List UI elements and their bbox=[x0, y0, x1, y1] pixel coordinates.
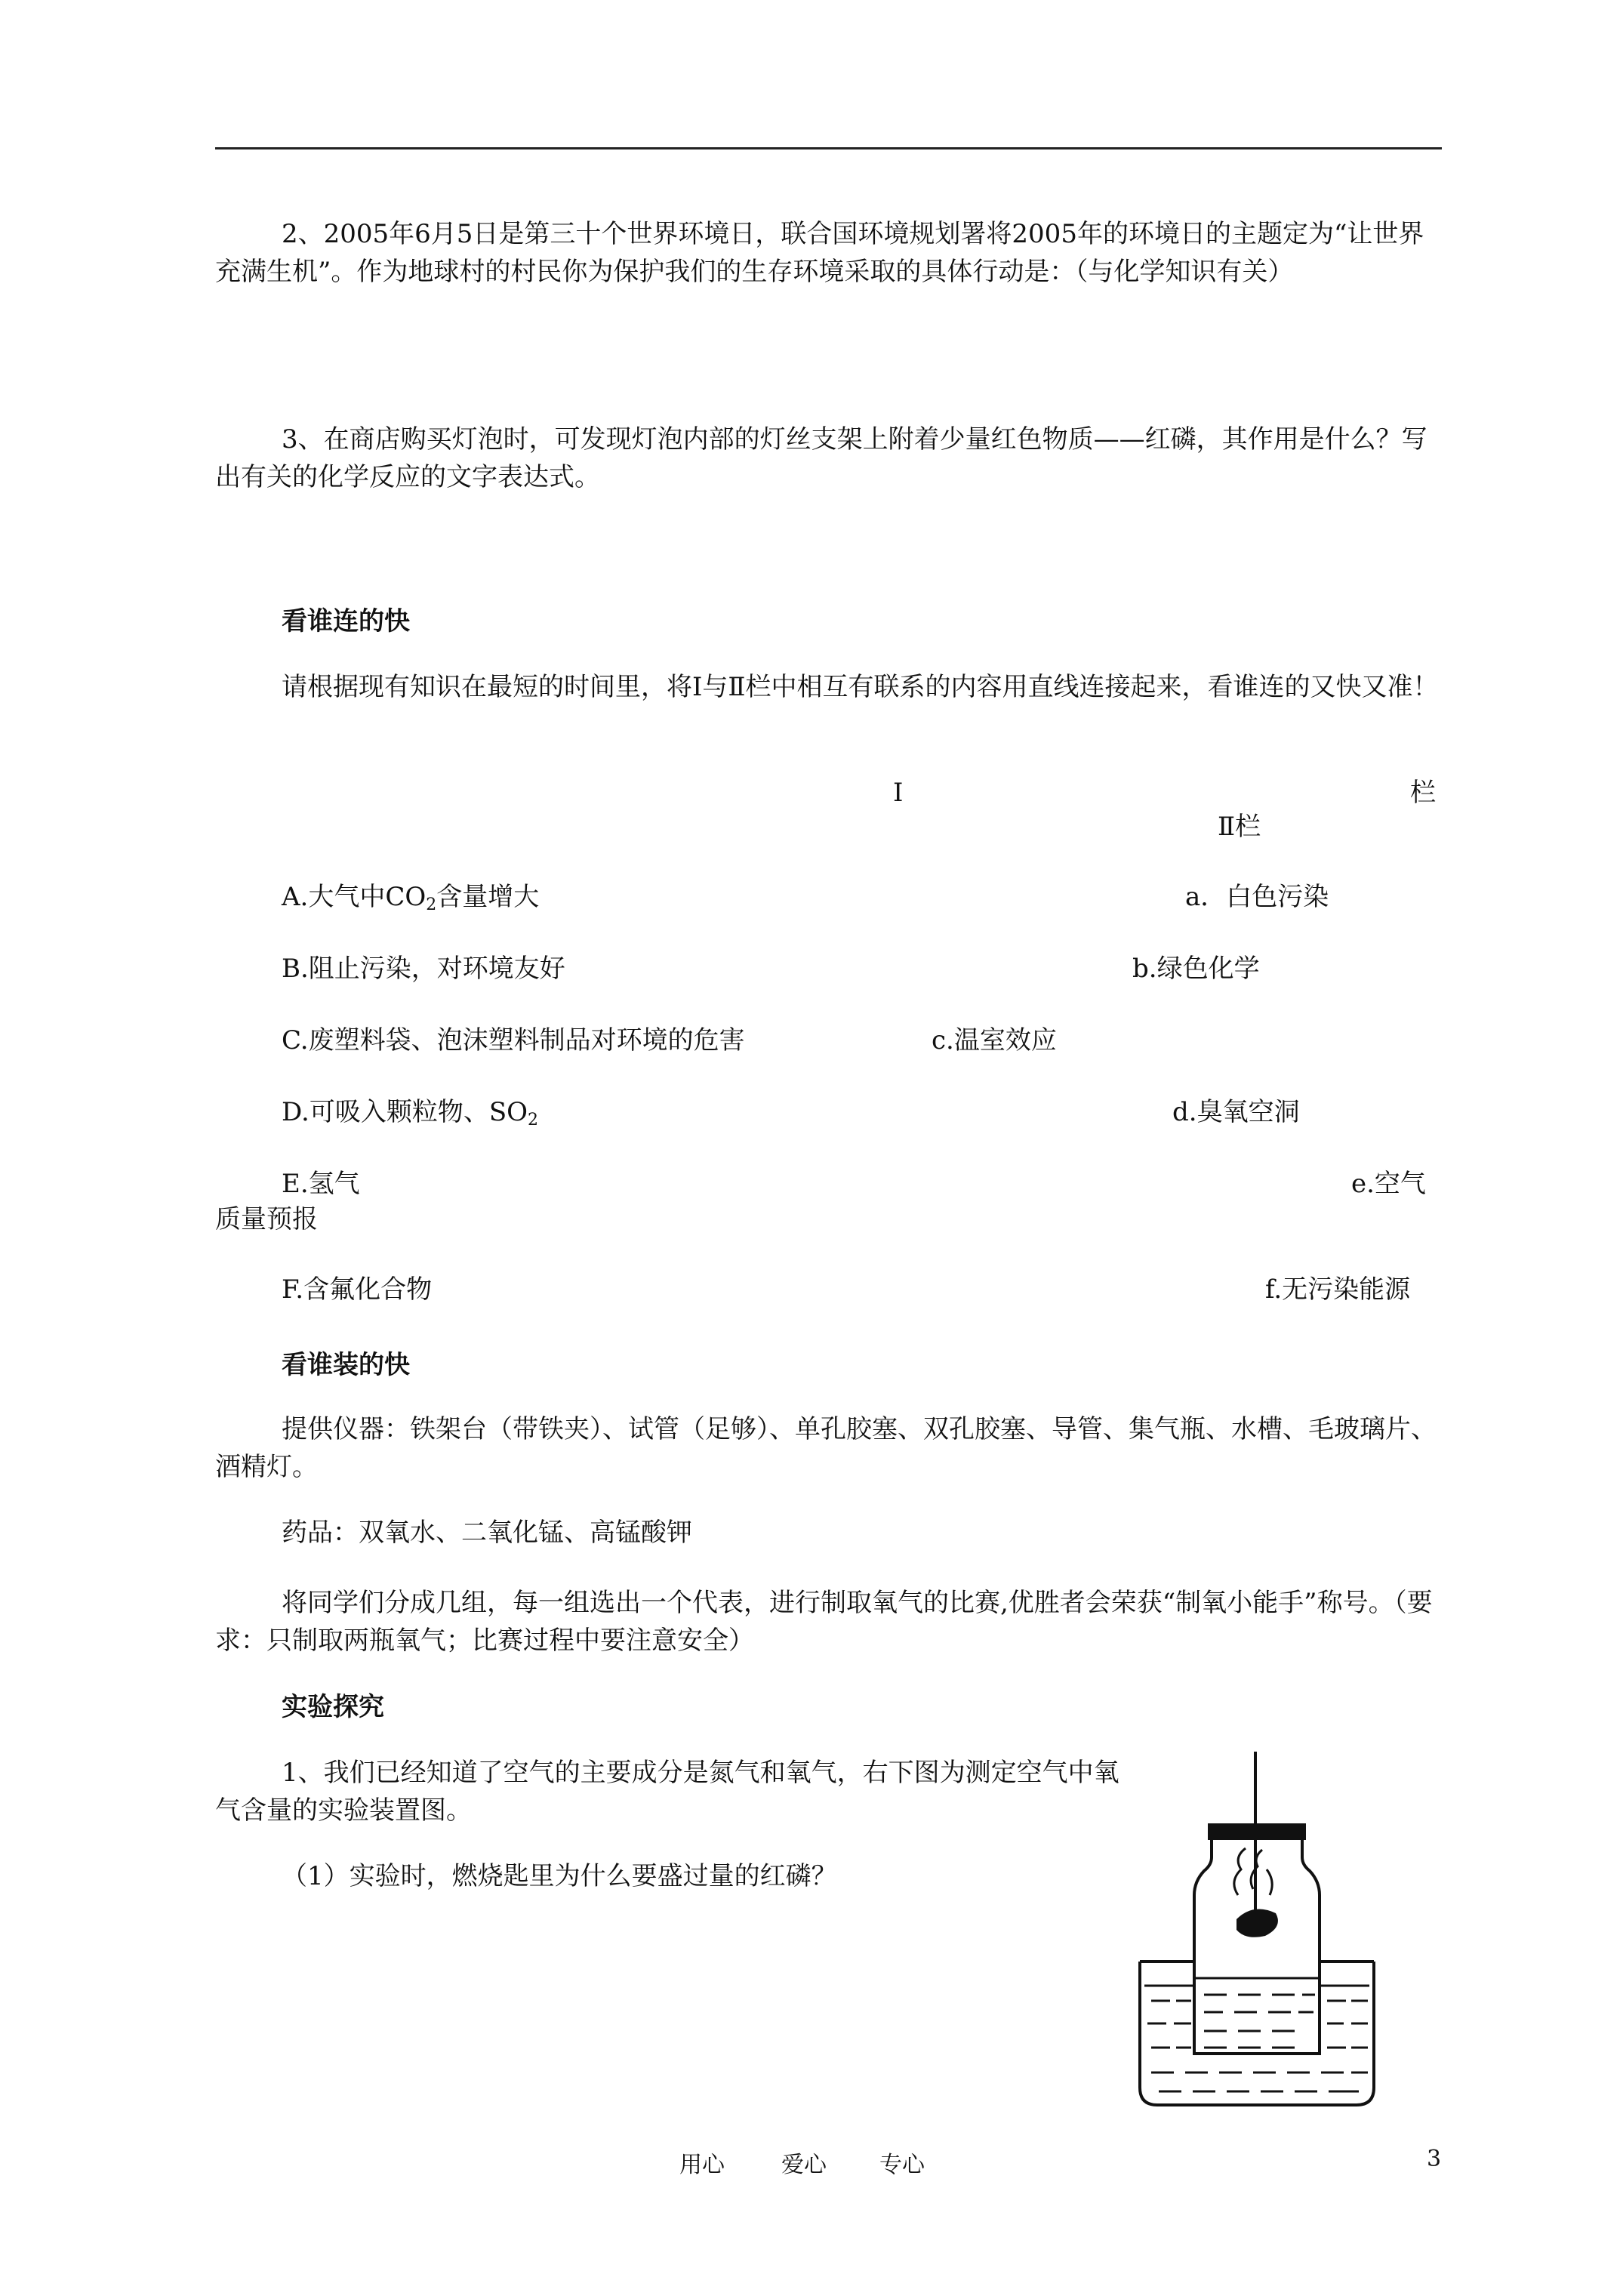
footer-word-1: 用心 bbox=[679, 2152, 725, 2178]
oxygen-measurement-apparatus bbox=[1132, 1752, 1389, 2106]
matching-left-item-b: B.阻止污染，对环境友好 bbox=[282, 954, 565, 984]
matching-right-item-d: d.臭氧空洞 bbox=[1172, 1097, 1300, 1127]
matching-right-item-b: b.绿色化学 bbox=[1132, 954, 1260, 984]
matching-left-item-e: E.氢气 bbox=[282, 1169, 360, 1199]
header-rule bbox=[215, 147, 1442, 149]
section-heading-experiment: 实验探究 bbox=[282, 1692, 384, 1722]
question-3: 3、在商店购买灯泡时，可发现灯泡内部的灯丝支架上附着少量红色物质——红磷，其作用是什么？写出有关的化学反应的文字表达式。 bbox=[215, 424, 1427, 492]
matching-instructions: 请根据现有知识在最短的时间里，将Ⅰ与Ⅱ栏中相互有联系的内容用直线连接起来，看谁连的又快又准！ bbox=[282, 672, 1439, 702]
reagent-list: 药品：双氧水、二氧化锰、高锰酸钾 bbox=[282, 1518, 692, 1548]
matching-left-item-a: A.大气中$CO_2$含量增大 bbox=[282, 882, 540, 914]
matching-right-item-a: a．白色污染 bbox=[1185, 882, 1329, 912]
experiment-question-1: 1、我们已经知道了空气的主要成分是氮气和氧气，右下图为测定空气中氧气含量的实验装置图。 bbox=[215, 1758, 1119, 1826]
column-1-label: Ⅰ bbox=[893, 778, 904, 808]
footer-word-2: 爱心 bbox=[781, 2152, 827, 2178]
matching-right-item-f: f.无污染能源 bbox=[1265, 1274, 1411, 1305]
competition-task: 将同学们分成几组，每一组选出一个代表，进行制取氧气的比赛,优胜者会荣获“制氧小能手”称号。（要求：只制取两瓶氧气；比赛过程中要注意安全） bbox=[215, 1588, 1433, 1656]
matching-left-item-d: D.可吸入颗粒物、$SO_2$ bbox=[282, 1097, 539, 1130]
page-number: 3 bbox=[1427, 2146, 1442, 2172]
section-heading-assembly: 看谁装的快 bbox=[282, 1350, 410, 1380]
section-heading-matching: 看谁连的快 bbox=[282, 606, 410, 636]
matching-left-item-c: C.废塑料袋、泡沫塑料制品对环境的危害 bbox=[282, 1025, 745, 1056]
matching-left-item-f: F.含氟化合物 bbox=[282, 1274, 433, 1305]
column-1-label-tail: 栏 bbox=[1410, 778, 1436, 808]
footer-word-3: 专心 bbox=[879, 2152, 925, 2178]
matching-right-item-e: e.空气 bbox=[1351, 1169, 1426, 1199]
matching-right-item-c: c.温室效应 bbox=[932, 1025, 1057, 1056]
column-2-label: Ⅱ栏 bbox=[1218, 812, 1261, 842]
question-2: 2、2005年6月5日是第三十个世界环境日，联合国环境规划署将2005年的环境日的主题定为“让世界充满生机”。作为地球村的村民你为保护我们的生存环境采取的具体行动是：（与化学知识有关） bbox=[215, 219, 1424, 287]
instrument-list: 提供仪器：铁架台（带铁夹）、试管（足够）、单孔胶塞、双孔胶塞、导管、集气瓶、水槽、毛玻璃片、酒精灯。 bbox=[215, 1414, 1437, 1482]
experiment-question-1-1: （1）实验时，燃烧匙里为什么要盛过量的红磷？ bbox=[282, 1861, 837, 1891]
matching-right-item-e-wrap: 质量预报 bbox=[215, 1204, 318, 1234]
